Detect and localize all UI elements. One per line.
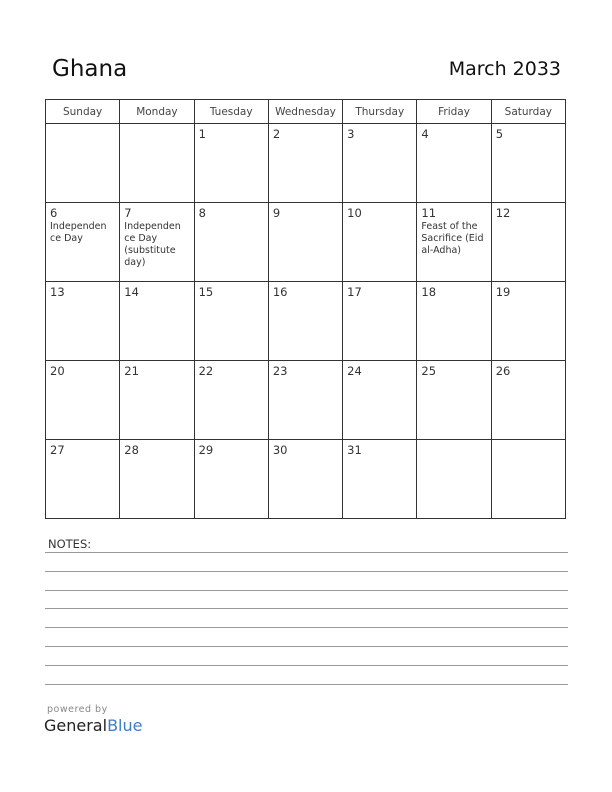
notes-line	[45, 608, 568, 609]
day-number: 8	[198, 206, 206, 220]
notes-line	[45, 684, 568, 685]
logo-general: General	[44, 716, 108, 735]
week-row	[46, 440, 566, 519]
notes-label: NOTES:	[48, 537, 92, 551]
day-number: 25	[421, 364, 437, 378]
country-title: Ghana	[52, 56, 128, 82]
day-cell	[417, 124, 491, 203]
day-cell	[491, 440, 565, 519]
day-number: 6	[50, 206, 58, 220]
month-title: March 2033	[448, 58, 561, 80]
logo-blue: Blue	[107, 716, 143, 735]
day-cell	[120, 124, 194, 203]
day-number: 24	[347, 364, 362, 378]
day-cell	[491, 203, 565, 282]
day-number: 26	[495, 364, 511, 378]
notes-line	[45, 571, 568, 572]
day-cell	[343, 440, 417, 519]
day-number: 7	[124, 206, 132, 220]
holiday-label: Independen ce Day	[50, 221, 107, 244]
day-cell	[491, 361, 565, 440]
calendar-grid	[45, 99, 566, 519]
day-number: 15	[198, 285, 214, 299]
week-row	[46, 203, 566, 282]
notes-line	[45, 646, 568, 647]
day-number: 29	[198, 443, 214, 457]
weekday-sunday: Sunday	[46, 100, 120, 124]
day-number: 16	[272, 285, 288, 299]
weekday-saturday: Saturday	[491, 100, 565, 124]
powered-by-text: powered by	[47, 704, 108, 715]
day-cell	[268, 124, 342, 203]
day-cell	[268, 203, 342, 282]
day-cell	[46, 361, 120, 440]
day-number: 17	[347, 285, 362, 299]
day-number: 22	[198, 364, 214, 378]
week-row	[46, 361, 566, 440]
notes-line	[45, 665, 568, 666]
holiday-label: Feast of the Sacrifice (Eid al-Adha)	[421, 221, 484, 256]
weekday-header-row	[46, 100, 566, 124]
day-cell	[343, 203, 417, 282]
weekday-wednesday: Wednesday	[268, 100, 342, 124]
day-cell	[46, 282, 120, 361]
notes-line	[45, 552, 568, 553]
day-cell	[46, 440, 120, 519]
notes-line	[45, 627, 568, 628]
day-number: 2	[272, 127, 281, 141]
day-number: 31	[347, 443, 362, 457]
day-cell	[417, 361, 491, 440]
day-cell	[268, 440, 342, 519]
day-cell	[268, 361, 342, 440]
day-cell	[417, 282, 491, 361]
day-number: 20	[50, 364, 65, 378]
generalblue-logo	[44, 716, 142, 735]
day-cell	[120, 440, 194, 519]
day-number: 19	[495, 285, 511, 299]
day-cell	[268, 282, 342, 361]
day-cell	[417, 203, 491, 282]
day-number: 4	[421, 127, 429, 141]
day-number: 1	[198, 127, 206, 141]
day-number: 11	[421, 206, 437, 220]
day-number: 10	[347, 206, 362, 220]
day-number: 28	[124, 443, 139, 457]
day-cell	[120, 361, 194, 440]
day-number: 21	[124, 364, 139, 378]
day-number: 30	[272, 443, 288, 457]
day-cell	[194, 124, 268, 203]
weekday-thursday: Thursday	[343, 100, 417, 124]
day-cell	[120, 282, 194, 361]
day-cell	[491, 124, 565, 203]
weekday-friday: Friday	[417, 100, 491, 124]
weekday-tuesday: Tuesday	[194, 100, 268, 124]
day-number: 18	[421, 285, 437, 299]
day-number: 13	[50, 285, 65, 299]
week-row	[46, 282, 566, 361]
day-cell	[46, 203, 120, 282]
day-number: 3	[347, 127, 355, 141]
day-cell	[343, 124, 417, 203]
day-cell	[194, 440, 268, 519]
day-cell	[120, 203, 194, 282]
day-cell	[46, 124, 120, 203]
day-cell	[194, 361, 268, 440]
day-cell	[194, 282, 268, 361]
day-number: 14	[124, 285, 139, 299]
day-number: 12	[495, 206, 511, 220]
day-number: 9	[272, 206, 281, 220]
day-cell	[343, 282, 417, 361]
week-row	[46, 124, 566, 203]
day-cell	[194, 203, 268, 282]
holiday-label: Independen ce Day (substitute day)	[124, 221, 181, 268]
notes-line	[45, 590, 568, 591]
day-cell	[491, 282, 565, 361]
day-number: 5	[495, 127, 504, 141]
day-cell	[417, 440, 491, 519]
weekday-monday: Monday	[120, 100, 194, 124]
day-number: 27	[50, 443, 65, 457]
day-number: 23	[272, 364, 288, 378]
day-cell	[343, 361, 417, 440]
